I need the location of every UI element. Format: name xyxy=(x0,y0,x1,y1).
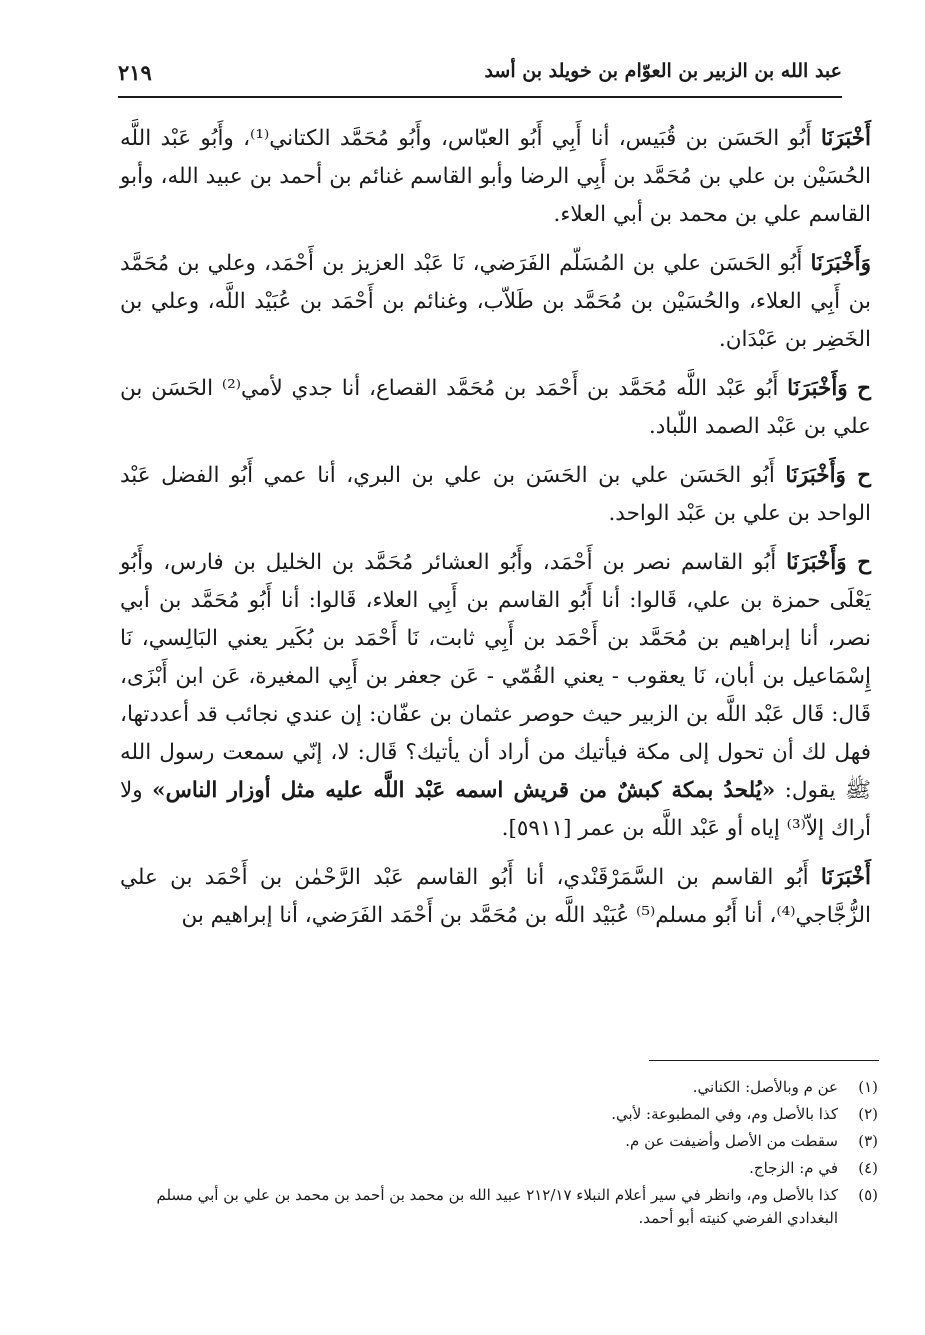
footnote-text: كذا بالأصل وم، وفي المطبوعة: لأبي. xyxy=(611,1105,838,1123)
footnote-4 xyxy=(128,1157,878,1180)
paragraph-text: أَبُو عَبْد اللَّه مُحَمَّد بن أَحْمَد بن مُحَمَّد القصاع، أنا جدي لأمي⁽²⁾ الحَسَن بن علي بن عَبْد الصمد اللّباد. xyxy=(120,376,871,439)
hadith-quote: «يُلحدُ بمكة كبشٌ من قريش اسمه عَبْد اللَّه عليه مثل أوزار الناس» xyxy=(152,778,776,803)
footnotes xyxy=(128,1076,878,1234)
paragraph-text: أَبُو القاسم بن السَّمَرْقَنْدي، أنا أَبُو القاسم عَبْد الرَّحْمٰن بن أَحْمَد بن علي الزُّجَّاجي⁽⁴⁾، أنا أَبُو مسلم⁽⁵⁾ عُبَيْد اللَّه بن مُحَمَّد بن أَحْمَد الفَرَضي، أنا إبراهيم بن xyxy=(120,865,871,928)
paragraph-6 xyxy=(120,859,871,935)
marker-ha: ح xyxy=(845,463,871,488)
main-text xyxy=(120,120,871,946)
paragraph-text: أَبُو الحَسَن علي بن الحَسَن بن علي بن البري، أنا عمي أَبُو الفضل عَبْد الواحد بن علي بن عَبْد الواحد. xyxy=(120,463,871,526)
paragraph-2 xyxy=(120,245,871,359)
footnote-1 xyxy=(128,1076,878,1099)
footnote-2 xyxy=(128,1103,878,1126)
footnote-number: (١) xyxy=(858,1078,878,1096)
paragraph-tail: ولا أراك إلاّ⁽³⁾ إياه أو عَبْد اللَّه بن عمر [٥٩١١]. xyxy=(120,778,871,841)
footnote-number: (٣) xyxy=(858,1132,878,1150)
footnote-5 xyxy=(128,1184,878,1230)
footnote-number: (٢) xyxy=(858,1105,878,1123)
paragraph-4 xyxy=(120,457,871,533)
keyword-akhbarana: وَأَخْبَرَنَا xyxy=(787,376,848,401)
footnote-text: في م: الزجاج. xyxy=(749,1159,838,1177)
paragraph-text: أَبُو الحَسَن بن قُبَيس، أنا أَبِي أَبُو العبّاس، وأَبُو مُحَمَّد الكتاني⁽¹⁾، وأَبُو عَبْد اللَّه الحُسَيْن بن علي بن مُحَمَّد بن أَبِي الرضا وأبو القاسم غنائم بن أحمد بن عبيد الله، وأبو القاسم علي بن محمد بن أبي العلاء. xyxy=(120,126,871,227)
marker-ha: ح xyxy=(846,550,871,575)
page-number: ٢١٩ xyxy=(118,60,152,85)
paragraph-3 xyxy=(120,370,871,446)
footnote-number: (٤) xyxy=(858,1159,878,1177)
paragraph-1 xyxy=(120,120,871,234)
keyword-akhbarana: وَأَخْبَرَنَا xyxy=(810,251,871,276)
footnote-text: عن م وبالأصل: الكناني. xyxy=(692,1078,838,1096)
keyword-akhbarana: أَخْبَرَنَا xyxy=(820,865,871,890)
footnote-3 xyxy=(128,1130,878,1153)
marker-ha: ح xyxy=(847,376,872,401)
keyword-akhbarana: وَأَخْبَرَنَا xyxy=(786,550,847,575)
footnote-number: (٥) xyxy=(858,1186,878,1204)
paragraph-text: أَبُو القاسم نصر بن أَحْمَد، وأَبُو العشائر مُحَمَّد بن الخليل بن فارس، وأَبُو يَعْلَى حمزة بن علي، قَالوا: أنا أَبُو القاسم بن أَبِي العلاء، قَالوا: أنا أَبُو مُحَمَّد بن أبي نصر، أنا إبراهيم بن مُحَمَّد بن أَحْمَد بن أَبِي ثابت، نَا أَحْمَد بن بُكَير يعني البَالِسي، نَا إِسْمَاعيل بن أبان، نَا يعقوب - يعني القُمّي - عَن جعفر بن أَبِي المغيرة، عَن ابن أَبْزَى، قَال: قَال عَبْد اللَّه بن الزبير حيث حوصر عثمان بن عفّان: إن عندي نجائب قد أعددتها، فهل لك أن تحول إلى مكة فيأتيك من أراد أن يأتيك؟ قَال: لا، إنّي سمعت رسول الله ﷺ يقول: xyxy=(120,550,871,803)
footnote-text: سقطت من الأصل وأضيفت عن م. xyxy=(625,1132,838,1150)
paragraph-5 xyxy=(120,544,871,848)
footnote-divider xyxy=(649,1060,879,1061)
keyword-akhbarana: وَأَخْبَرَنَا xyxy=(785,463,846,488)
paragraph-text: أَبُو الحَسَن علي بن المُسَلّم الفَرَضي، نَا عَبْد العزيز بن أَحْمَد، وعلي بن مُحَمَّد بن أَبِي العلاء، والحُسَيْن بن مُحَمَّد بن طَلاّب، وغنائم بن أَحْمَد بن عُبَيْد اللَّه، وعلي بن الخَضِر بن عَبْدَان. xyxy=(120,251,871,352)
running-title: عبد الله بن الزبير بن العوّام بن خويلد بن أسد xyxy=(484,60,842,82)
page-header xyxy=(118,52,842,98)
keyword-akhbarana: أَخْبَرَنَا xyxy=(820,126,871,151)
footnote-text: كذا بالأصل وم، وانظر في سير أعلام النبلاء ٢١٢/١٧ عبيد الله بن محمد بن أحمد بن محمد بن علي بن أبي مسلم البغدادي الفرضي كنيته أبو أحمد. xyxy=(156,1186,838,1227)
